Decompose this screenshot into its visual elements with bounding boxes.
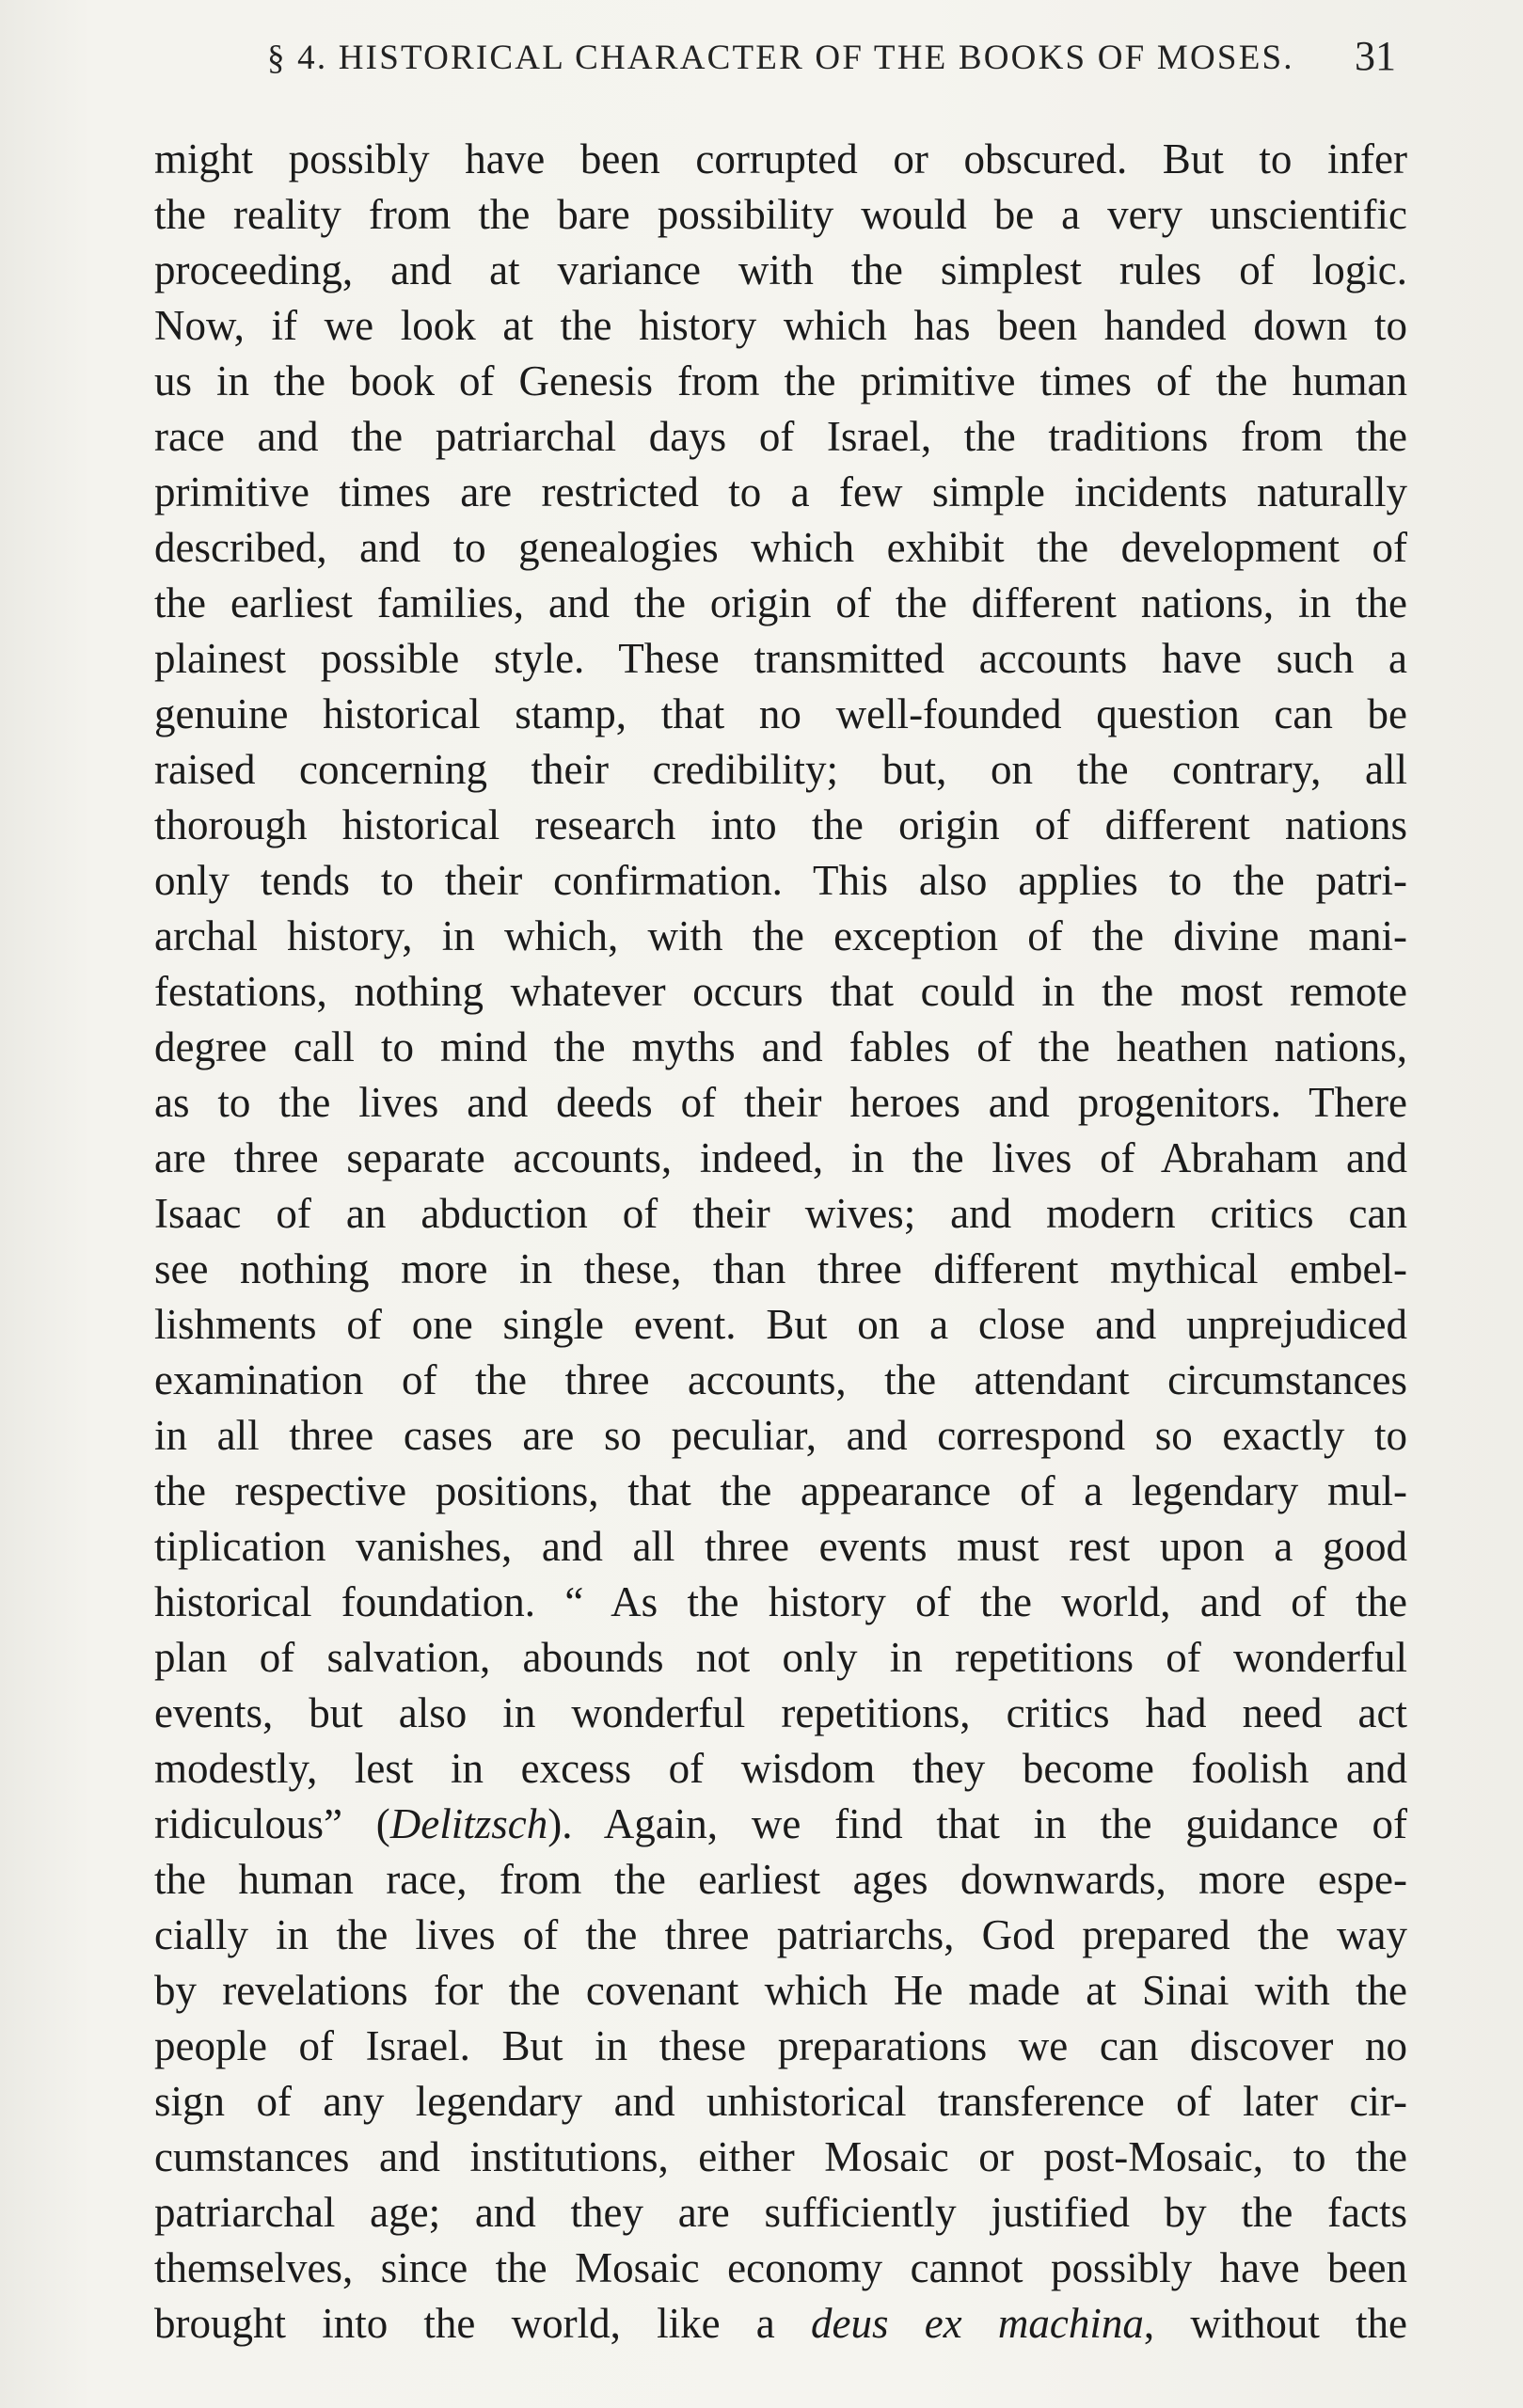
text-line: people of Israel. But in these preparations we can discover no — [154, 2022, 1407, 2069]
text-line: archal history, in which, with the exception of the divine mani- — [154, 912, 1407, 959]
text-line: described, and to genealogies which exhibit the development of — [154, 524, 1407, 571]
text-line: Isaac of an abduction of their wives; and modern critics can — [154, 1190, 1407, 1237]
text-line: the respective positions, that the appearance of a legendary mul- — [154, 1467, 1407, 1514]
text-line: festations, nothing whatever occurs that could in the most remote — [154, 968, 1407, 1015]
text-line: genuine historical stamp, that no well-founded question can be — [154, 690, 1407, 737]
text-line: proceeding, and at variance with the simplest rules of logic. — [154, 246, 1407, 293]
text-line: are three separate accounts, indeed, in the lives of Abraham and — [154, 1134, 1407, 1181]
text-segment: ridiculous” ( — [154, 1800, 390, 1847]
text-segment: ). Again, we find that in the guidance of — [547, 1800, 1407, 1847]
running-title: § 4. HISTORICAL CHARACTER OF THE BOOKS OF MOSES. — [267, 39, 1294, 77]
latin-phrase: deus ex machina — [810, 2300, 1144, 2347]
text-line: plainest possible style. These transmitted accounts have such a — [154, 635, 1407, 682]
text-line: Now, if we look at the history which has been handed down to — [154, 302, 1407, 349]
text-segment: , without the — [1143, 2300, 1408, 2347]
text-line: sign of any legendary and unhistorical transference of later cir- — [154, 2078, 1407, 2125]
text-line: us in the book of Genesis from the primitive times of the human — [154, 357, 1407, 404]
body-text — [154, 132, 1407, 2352]
text-line: lishments of one single event. But on a close and unprejudiced — [154, 1301, 1407, 1348]
text-line: thorough historical research into the origin of different nations — [154, 801, 1407, 848]
text-line: primitive times are restricted to a few simple incidents naturally — [154, 468, 1407, 515]
text-line: historical foundation. “ As the history of the world, and of the — [154, 1578, 1407, 1625]
text-line: the earliest families, and the origin of the different nations, in the — [154, 579, 1407, 626]
text-line: see nothing more in these, than three different mythical embel- — [154, 1245, 1407, 1292]
text-line: by revelations for the covenant which He made at Sinai with the — [154, 1967, 1407, 2014]
text-line-with-latin — [154, 2296, 1407, 2352]
text-line: patriarchal age; and they are sufficiently justified by the facts — [154, 2189, 1407, 2236]
text-line: as to the lives and deeds of their heroes and progenitors. There — [154, 1079, 1407, 1126]
text-line: examination of the three accounts, the attendant circumstances — [154, 1356, 1407, 1403]
text-line-with-citation — [154, 1797, 1407, 1852]
text-segment: brought into the world, like a — [154, 2300, 811, 2347]
text-line: only tends to their confirmation. This also applies to the patri- — [154, 857, 1407, 904]
running-head — [151, 28, 1411, 103]
text-line: race and the patriarchal days of Israel, the traditions from the — [154, 413, 1407, 460]
text-line: might possibly have been corrupted or obscured. But to infer — [154, 135, 1407, 182]
text-line: cumstances and institutions, either Mosaic or post-Mosaic, to the — [154, 2133, 1407, 2180]
text-line: degree call to mind the myths and fables of the heathen nations, — [154, 1023, 1407, 1070]
text-line: the human race, from the earliest ages downwards, more espe- — [154, 1856, 1407, 1903]
text-line: tiplication vanishes, and all three events must rest upon a good — [154, 1523, 1407, 1570]
text-line: raised concerning their credibility; but, on the contrary, all — [154, 746, 1407, 793]
text-line: the reality from the bare possibility would be a very unscientific — [154, 191, 1407, 238]
citation-author: Delitzsch — [389, 1800, 548, 1847]
page-number: 31 — [1355, 33, 1396, 79]
text-line: themselves, since the Mosaic economy cannot possibly have been — [154, 2244, 1407, 2291]
text-line: plan of salvation, abounds not only in repetitions of wonderful — [154, 1634, 1407, 1681]
text-line: events, but also in wonderful repetitions, critics had need act — [154, 1689, 1407, 1736]
text-line: modestly, lest in excess of wisdom they become foolish and — [154, 1745, 1407, 1792]
text-line: in all three cases are so peculiar, and correspond so exactly to — [154, 1412, 1407, 1459]
text-line: cially in the lives of the three patriarchs, God prepared the way — [154, 1911, 1407, 1958]
